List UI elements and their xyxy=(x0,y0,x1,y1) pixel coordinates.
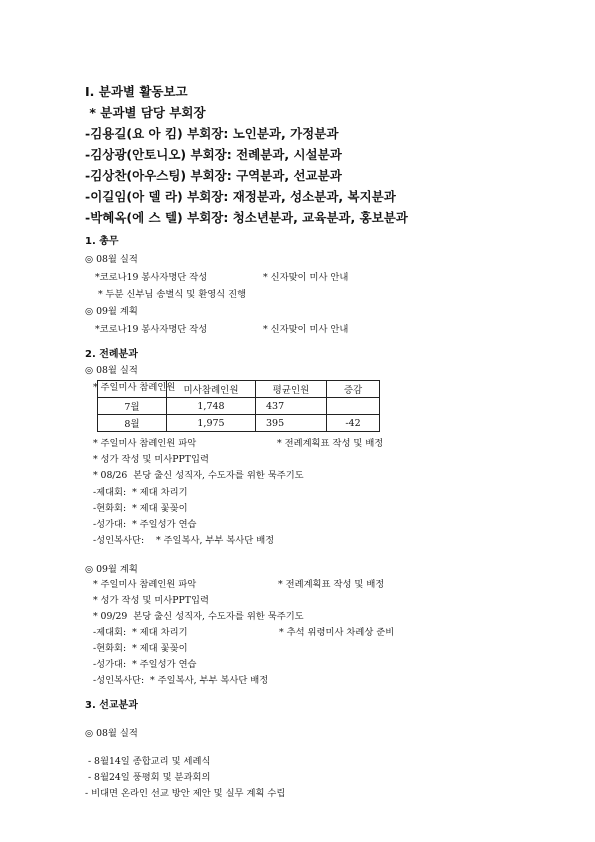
general-sep-item-1a: *코로나19 봉사자명단 작성 xyxy=(95,324,208,335)
table-cell: 8월 xyxy=(98,415,167,432)
general-aug-item-1b: * 신자맞이 미사 안내 xyxy=(263,272,349,283)
table-cell: 7월 xyxy=(98,398,167,415)
liturgy-attendance-label: * 주일미사 참례인원 xyxy=(90,382,176,393)
liturgy-sep-item-6: -성가대: * 주일성가 연습 xyxy=(90,659,197,670)
general-sep-label: ◎ 09월 계획 xyxy=(85,306,138,317)
attendance-table xyxy=(97,380,380,432)
vp-line-1: -김용길(요 아 킴) 부회장: 노인분과, 가정분과 xyxy=(85,126,339,141)
report-title: Ⅰ. 분과별 활동보고 xyxy=(85,84,188,99)
table-cell: 395 xyxy=(256,415,327,432)
liturgy-aug-item-5: -현화회: * 제대 꽃꽂이 xyxy=(90,503,188,514)
mission-item-3: - 비대면 온라인 선교 방안 제안 및 실무 계획 수립 xyxy=(85,788,286,799)
liturgy-sep-item-2: * 성가 작성 및 미사PPT입력 xyxy=(90,595,209,606)
liturgy-sep-item-5: -현화회: * 제대 꽃꽂이 xyxy=(90,643,188,654)
general-sep-item-1b: * 신자맞이 미사 안내 xyxy=(263,324,349,335)
vp-line-5: -박혜옥(에 스 텔) 부회장: 청소년분과, 교육분과, 홍보분과 xyxy=(85,210,408,225)
table-header-cell xyxy=(98,381,167,398)
liturgy-aug-item-1a: * 주일미사 참례인원 파악 xyxy=(90,438,197,449)
liturgy-sep-item-4b: * 추석 위령미사 차례상 준비 xyxy=(279,627,395,638)
liturgy-aug-item-1b: * 전례계획표 작성 및 배정 xyxy=(277,438,384,449)
vp-line-4: -이길임(아 델 라) 부회장: 재정분과, 성소분과, 복지분과 xyxy=(85,189,396,204)
liturgy-sep-item-7: -성인복사단: * 주일복사, 부부 복사단 배정 xyxy=(90,675,269,686)
table-header-cell: 평균인원 xyxy=(256,381,327,398)
liturgy-aug-item-6: -성가대: * 주일성가 연습 xyxy=(90,519,197,530)
table-cell xyxy=(327,398,380,415)
report-subtitle: * 분과별 담당 부회장 xyxy=(85,105,206,120)
general-aug-label: ◎ 08월 실적 xyxy=(85,254,138,265)
mission-item-1: - 8월14일 종합교리 및 세례식 xyxy=(85,756,211,767)
table-cell: -42 xyxy=(327,415,380,432)
section-heading-liturgy: 2. 전례분과 xyxy=(85,349,138,360)
table-row xyxy=(98,415,380,432)
liturgy-sep-item-1a: * 주일미사 참례인원 파악 xyxy=(90,579,197,590)
table-cell: 1,748 xyxy=(167,398,256,415)
mission-aug-label: ◎ 08월 실적 xyxy=(85,728,138,739)
vp-line-3: -김상찬(아우스팅) 부회장: 구역분과, 선교분과 xyxy=(85,168,342,183)
liturgy-aug-item-3: * 08/26 본당 출신 성직자, 수도자를 위한 묵주기도 xyxy=(90,470,304,481)
table-header-cell: 증감 xyxy=(327,381,380,398)
liturgy-sep-item-1b: * 전례계획표 작성 및 배정 xyxy=(278,579,385,590)
section-heading-general: 1. 총무 xyxy=(85,236,119,247)
mission-item-2: - 8월24일 풍평회 및 분과회의 xyxy=(85,772,211,783)
liturgy-sep-item-3: * 09/29 본당 출신 성직자, 수도자를 위한 묵주기도 xyxy=(90,611,304,622)
liturgy-aug-item-2: * 성가 작성 및 미사PPT입력 xyxy=(90,454,209,465)
table-row xyxy=(98,398,380,415)
general-aug-item-1a: *코로나19 봉사자명단 작성 xyxy=(95,272,208,283)
liturgy-aug-item-7: -성인복사단: * 주일복사, 부부 복사단 배정 xyxy=(90,535,275,546)
liturgy-sep-item-4a: -제대회: * 제대 차리기 xyxy=(90,627,188,638)
liturgy-aug-label: ◎ 08월 실적 xyxy=(85,365,138,376)
liturgy-aug-item-4: -제대회: * 제대 차리기 xyxy=(90,487,188,498)
section-heading-mission: 3. 선교분과 xyxy=(85,700,138,711)
vp-line-2: -김상광(안토니오) 부회장: 전례분과, 시설분과 xyxy=(85,147,342,162)
liturgy-sep-label: ◎ 09월 계획 xyxy=(85,564,138,575)
table-cell: 437 xyxy=(256,398,327,415)
table-header-row xyxy=(98,381,380,398)
general-aug-item-2: * 두분 신부님 송별식 및 환영식 진행 xyxy=(95,289,247,300)
table-header-cell: 미사참례인원 xyxy=(167,381,256,398)
table-cell: 1,975 xyxy=(167,415,256,432)
